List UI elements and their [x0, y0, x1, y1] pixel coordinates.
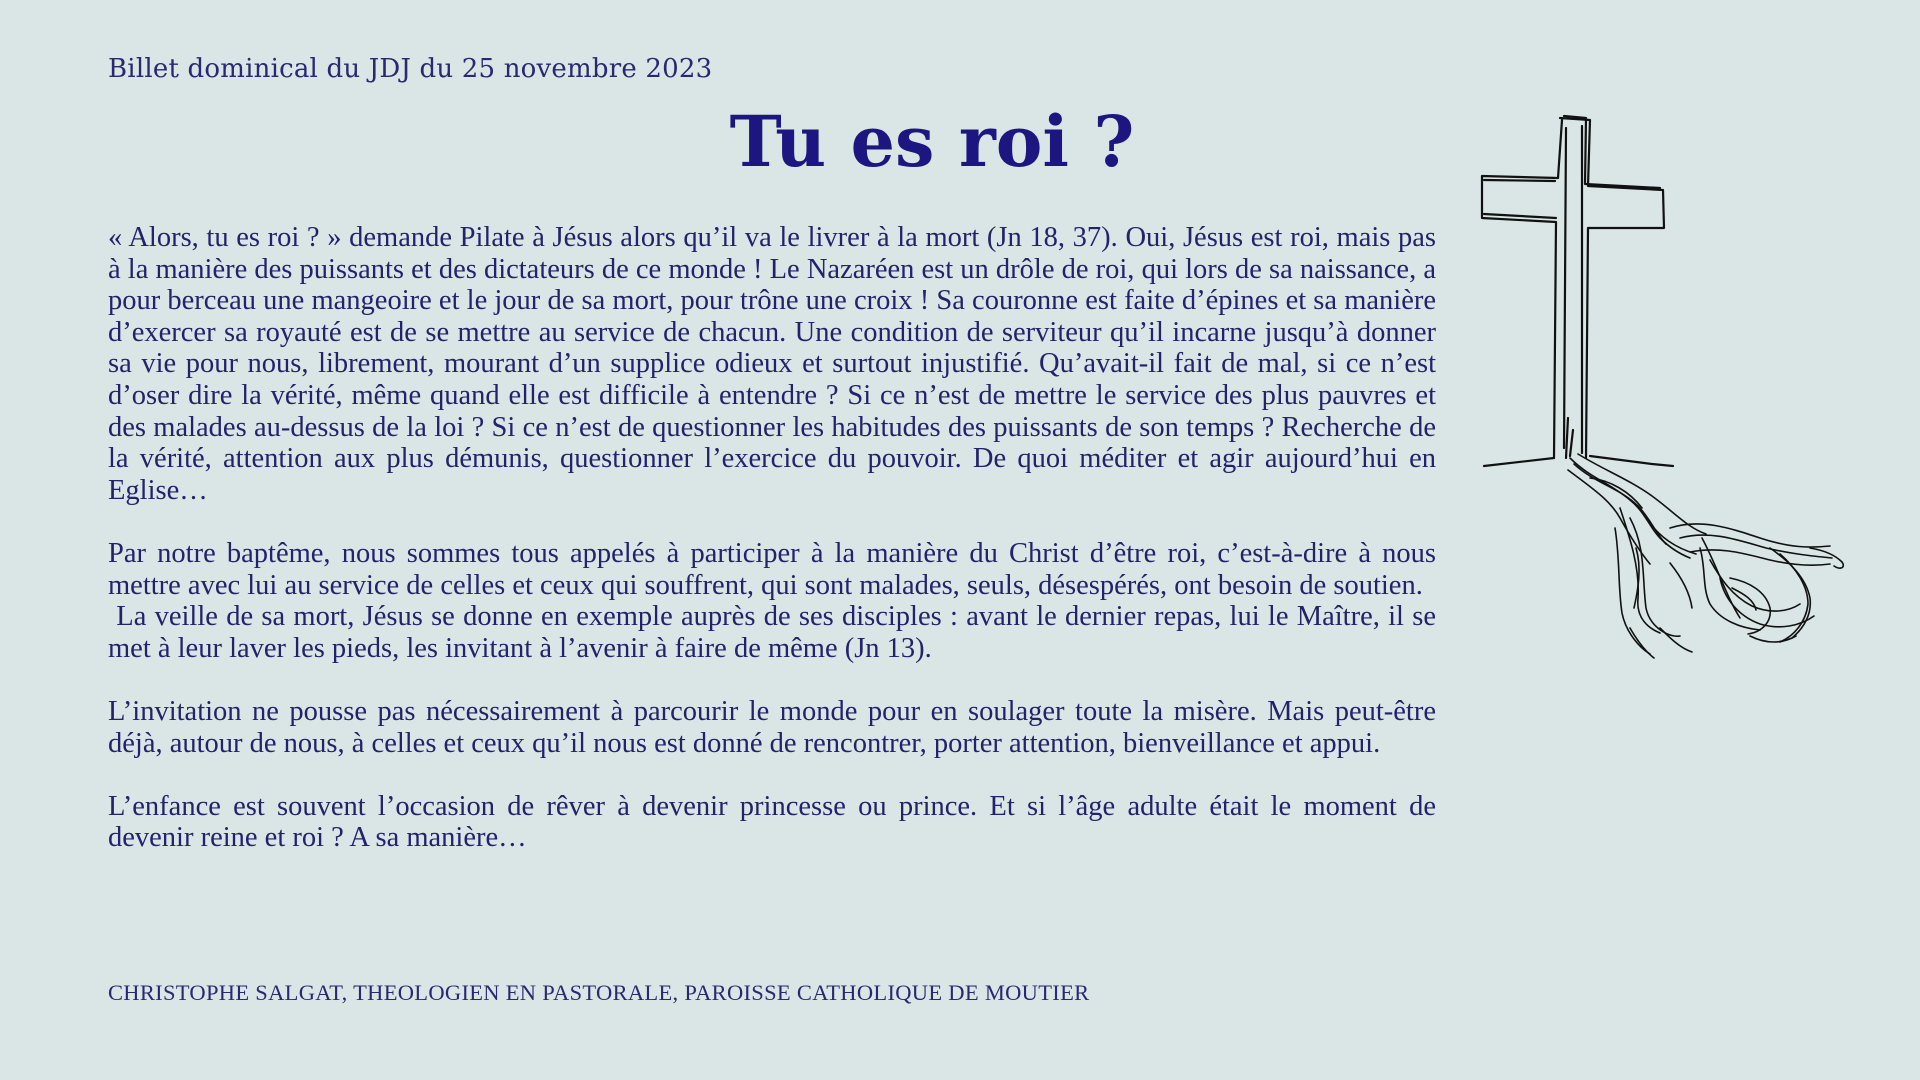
document-subtitle: Billet dominical du JDJ du 25 novembre 2023 — [108, 54, 713, 84]
paragraph-4: L’invitation ne pousse pas nécessairement à parcourir le monde pour en soulager toute la misère. Mais peut-être déjà, autour de nous, à celles et ceux qu’il nous est donné de rencontrer, porter attention, bienveillance et appui. — [108, 695, 1436, 759]
paragraph-1: « Alors, tu es roi ? » demande Pilate à Jésus alors qu’il va le livrer à la mort (Jn 18, 37). Oui, Jésus est roi, mais pas à la manière des puissants et des dictateurs de ce monde ! Le Nazaréen est un drôle de roi, qui lors de sa naissance, a pour berceau une mangeoire et le jour de sa mort, pour trône une croix ! Sa couronne est faite d’épines et sa manière d’exercer sa royauté est de se mettre au service de chacun. Une condition de serviteur qu’il incarne jusqu’à donner sa vie pour nous, librement, mourant d’un supplice odieux et surtout injustifié. Qu’avait-il fait de mal, si ce n’est d’oser dire la vérité, même quand elle est difficile à entendre ? Si ce n’est de mettre le service des plus pauvres et des malades au-dessus de la loi ? Si ce n’est de questionner les habitudes des puissants de son temps ? Recherche de la vérité, attention aux plus démunis, questionner l’exercice du pouvoir. De quoi méditer et agir aujourd’hui en Eglise… — [108, 222, 1436, 506]
paragraph-2: Par notre baptême, nous sommes tous appelés à participer à la manière du Christ d’être roi, c’est-à-dire à nous mettre avec lui au service de celles et ceux qui souffrent, qui sont malades, seuls, désespérés, ont besoin de soutien. — [108, 537, 1436, 601]
cross-with-cloth-icon — [1470, 108, 1880, 678]
article-body — [108, 222, 1444, 885]
paragraph-3: La veille de sa mort, Jésus se donne en exemple auprès de ses disciples : avant le dernier repas, lui le Maître, il se met à leur laver les pieds, les invitant à l’avenir à faire de même (Jn 13). — [108, 601, 1444, 664]
paragraph-5: L’enfance est souvent l’occasion de rêver à devenir princesse ou prince. Et si l’âge adulte était le moment de devenir reine et roi ? A sa manière… — [108, 790, 1436, 854]
page-title: Tu es roi ? — [729, 100, 1135, 183]
author-signature: CHRISTOPHE SALGAT, THEOLOGIEN EN PASTORALE, PAROISSE CATHOLIQUE DE MOUTIER — [108, 980, 1090, 1005]
